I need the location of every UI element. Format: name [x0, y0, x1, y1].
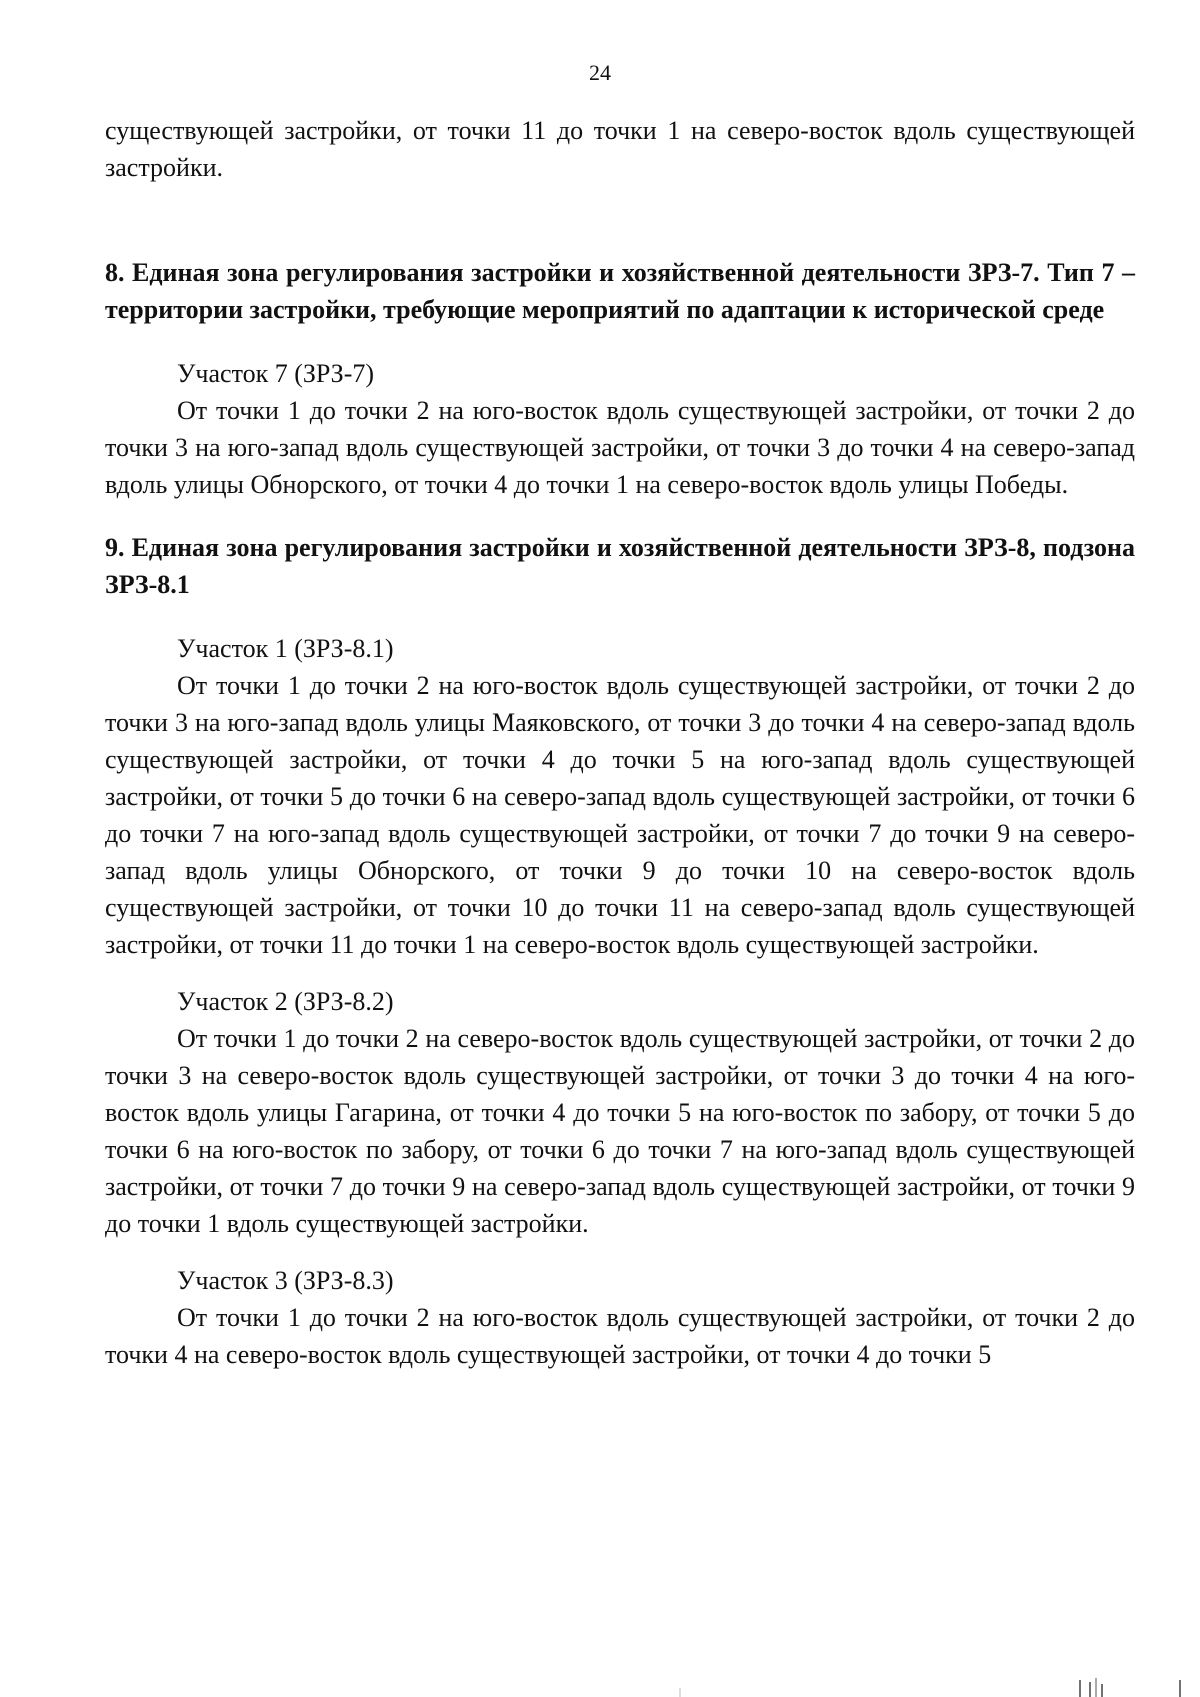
- plot-description: От точки 1 до точки 2 на юго-восток вдоль существующей застройки, от точки 2 до точки 4 на северо-восток вдоль существующей застройки, от точки 4 до точки 5: [105, 1303, 1135, 1369]
- scan-artifacts: [0, 1660, 1200, 1697]
- spacer: [105, 1242, 1135, 1262]
- plot-description: От точки 1 до точки 2 на юго-восток вдоль существующей застройки, от точки 2 до точки 3 на юго-запад вдоль улицы Маяковского, от точки 3 до точки 4 на северо-запад вдоль существующей застройки, от точки 4 до точки 5 на юго-запад вдоль существующей застройки, от точки 5 до точки 6 на северо-запад вдоль существующей застройки, от точки 6 до точки 7 на юго-запад вдоль существующей застройки, от точки 7 до точки 9 на северо-запад вдоль улицы Обнорского, от точки 9 до точки 10 на северо-восток вдоль существующей застройки, от точки 10 до точки 11 на северо-запад вдоль существующей застройки, от точки 11 до точки 1 на северо-восток вдоль существующей застройки.: [105, 671, 1135, 959]
- spacer: [105, 503, 1135, 529]
- section-9-heading: 9. Единая зона регулирования застройки и хозяйственной деятельности ЗРЗ-8, подзона ЗРЗ-8.1: [105, 533, 1135, 599]
- spacer: [105, 328, 1135, 355]
- section-8-heading: 8. Единая зона регулирования застройки и хозяйственной деятельности ЗРЗ-7. Тип 7 – территории застройки, требующие мероприятий по адаптации к исторической среде: [105, 258, 1135, 324]
- plot-description: От точки 1 до точки 2 на северо-восток вдоль существующей застройки, от точки 2 до точки 3 на северо-восток вдоль существующей застройки, от точки 3 до точки 4 на юго-восток вдоль улицы Гагарина, от точки 4 до точки 5 на юго-восток по забору, от точки 5 до точки 6 на юго-восток по забору, от точки 6 до точки 7 на юго-запад вдоль существующей застройки, от точки 7 до точки 9 на северо-запад вдоль существующей застройки, от точки 9 до точки 1 вдоль существующей застройки.: [105, 1024, 1135, 1238]
- plot-description: От точки 1 до точки 2 на юго-восток вдоль существующей застройки, от точки 2 до точки 3 на юго-запад вдоль существующей застройки, от точки 3 до точки 4 на северо-запад вдоль улицы Обнорского, от точки 4 до точки 1 на северо-восток вдоль улицы Победы.: [105, 396, 1135, 499]
- plot-title: Участок 2 (ЗРЗ-8.2): [177, 987, 394, 1016]
- plot-title: Участок 3 (ЗРЗ-8.3): [177, 1266, 394, 1295]
- spacer: [105, 963, 1135, 983]
- plot-title: Участок 7 (ЗРЗ-7): [177, 359, 375, 388]
- plot-title: Участок 1 (ЗРЗ-8.1): [177, 634, 394, 663]
- spacer: [105, 186, 1135, 254]
- page-number: 24: [589, 60, 611, 85]
- document-body: [105, 112, 1135, 1373]
- spacer: [105, 603, 1135, 630]
- continuation-paragraph: существующей застройки, от точки 11 до точки 1 на северо-восток вдоль существующей застройки.: [105, 116, 1135, 182]
